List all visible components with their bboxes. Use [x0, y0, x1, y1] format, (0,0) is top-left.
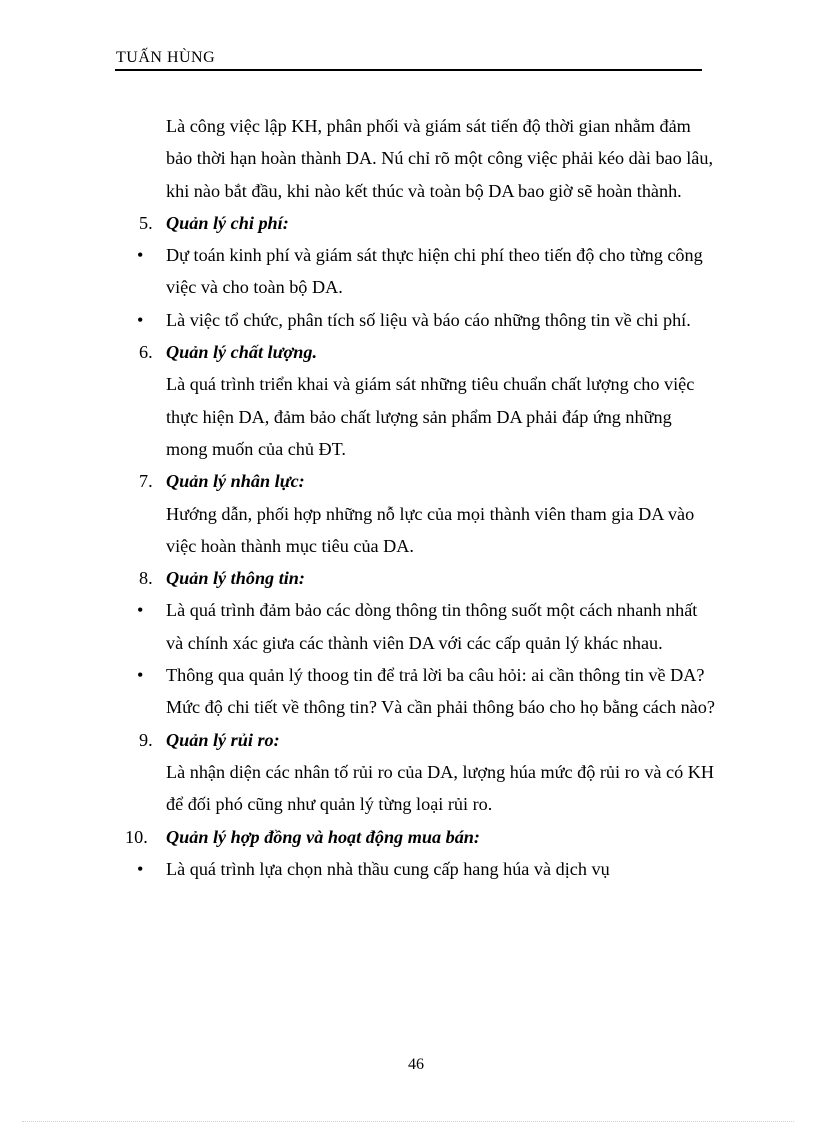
section-title: Quản lý hợp đồng và hoạt động mua bán: [166, 826, 480, 847]
paragraph [115, 756, 715, 821]
bullet-icon: • [137, 665, 144, 686]
paragraph [115, 498, 715, 563]
section-heading [115, 207, 715, 239]
bullet-icon: • [137, 600, 144, 621]
paragraph-text: Hướng dẫn, phối hợp những nỗ lực của mọi thành viên tham gia DA vào việc hoàn thành mục tiêu của DA. [166, 503, 695, 556]
section-number: 6. [139, 342, 153, 363]
paragraph [115, 368, 715, 465]
section-number: 5. [139, 212, 153, 233]
bullet-item [115, 594, 715, 659]
section-number: 7. [139, 471, 153, 492]
section-heading [115, 336, 715, 368]
section-title: Quản lý chất lượng. [166, 342, 318, 363]
paragraph [115, 110, 715, 207]
bullet-icon: • [137, 245, 144, 266]
bullet-text: Thông qua quản lý thoog tin để trả lời ba câu hỏi: ai cần thông tin về DA? Mức độ chi tiết về thông tin? Và cần phải thông báo cho họ bằng cách nào? [166, 665, 715, 718]
section-heading [115, 465, 715, 497]
page-header [115, 49, 702, 71]
section-number: 9. [139, 729, 153, 750]
paragraph-text: Là nhận diện các nhân tố rủi ro của DA, lượng húa mức độ rủi ro và có KH để đối phó cũng như quản lý từng loại rủi ro. [166, 761, 715, 815]
header-title: TUẤN HÙNG [116, 49, 216, 66]
section-heading [115, 821, 715, 853]
section-title: Quản lý thông tin: [166, 568, 305, 589]
section-heading [115, 562, 715, 594]
bullet-item [115, 853, 715, 885]
section-number: 10. [125, 826, 148, 847]
bullet-text: Là quá trình lựa chọn nhà thầu cung cấp hang húa và dịch vụ [166, 858, 610, 879]
bullet-item [115, 659, 715, 724]
bullet-text: Là việc tổ chức, phân tích số liệu và báo cáo những thông tin về chi phí. [166, 309, 691, 330]
bullet-icon: • [137, 309, 144, 330]
page-body [115, 110, 715, 885]
bullet-text: Là quá trình đảm bảo các dòng thông tin thông suốt một cách nhanh nhất và chính xác giưa các thành viên DA với các cấp quản lý khác nhau. [166, 600, 698, 653]
section-heading [115, 724, 715, 756]
page-bottom-rule [22, 1121, 794, 1122]
paragraph-text: Là quá trình triển khai và giám sát những tiêu chuẩn chất lượng cho việc thực hiện DA, đảm bảo chất lượng sản phẩm DA phải đáp ứng những mong muốn của chủ ĐT. [166, 374, 695, 459]
bullet-text: Dự toán kinh phí và giám sát thực hiện chi phí theo tiến độ cho từng công việc và cho toàn bộ DA. [166, 245, 703, 298]
bullet-item [115, 304, 715, 336]
section-title: Quản lý chi phí: [166, 212, 289, 233]
section-number: 8. [139, 568, 153, 589]
section-title: Quản lý nhân lực: [166, 471, 305, 492]
section-title: Quản lý rủi ro: [166, 729, 280, 750]
paragraph-text: Là công việc lập KH, phân phối và giám sát tiến độ thời gian nhằm đảm bảo thời hạn hoàn thành DA. Nú chỉ rõ một công việc phải kéo dài bao lâu, khi nào bắt đầu, khi nào kết thúc và toàn bộ DA bao giờ sẽ hoàn thành. [166, 116, 714, 201]
bullet-item [115, 239, 715, 304]
page-number: 46 [408, 1056, 424, 1073]
bullet-icon: • [137, 858, 144, 879]
